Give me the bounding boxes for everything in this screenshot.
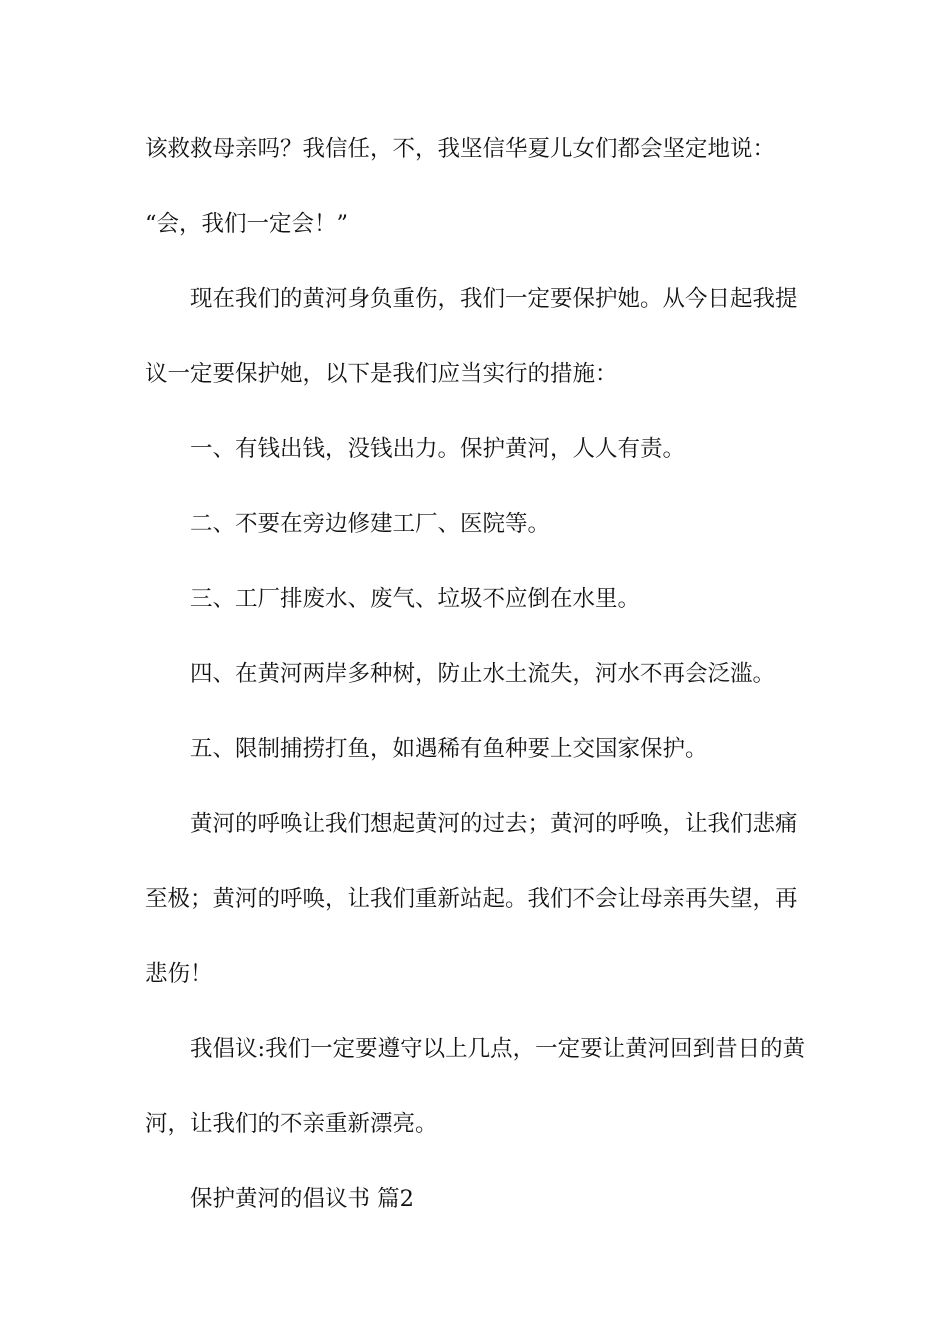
text-line: 河，让我们的不亲重新漂亮。	[145, 1111, 438, 1137]
text-line: 我倡议:我们一定要遵守以上几点，一定要让黄河回到昔日的黄	[190, 1036, 806, 1062]
text-line: 议一定要保护她，以下是我们应当实行的措施：	[145, 361, 618, 387]
text-line: “会，我们一定会！”	[145, 211, 349, 237]
list-item: 一、有钱出钱，没钱出力。保护黄河，人人有责。	[190, 436, 686, 462]
text-line: 该救救母亲吗？我信任，不，我坚信华夏儿女们都会坚定地说：	[145, 136, 776, 162]
text-line: 悲伤！	[145, 961, 213, 987]
section-heading: 保护黄河的倡议书 篇2	[190, 1186, 414, 1212]
list-item: 三、工厂排废水、废气、垃圾不应倒在水里。	[190, 586, 641, 612]
text-line: 黄河的呼唤让我们想起黄河的过去；黄河的呼唤，让我们悲痛	[190, 811, 798, 837]
list-item: 四、在黄河两岸多种树，防止水土流失，河水不再会泛滥。	[190, 661, 776, 687]
text-line: 至极；黄河的呼唤，让我们重新站起。我们不会让母亲再失望，再	[145, 886, 798, 912]
text-line: 现在我们的黄河身负重伤，我们一定要保护她。从今日起我提	[190, 286, 798, 312]
list-item: 五、限制捕捞打鱼，如遇稀有鱼种要上交国家保护。	[190, 736, 708, 762]
list-item: 二、不要在旁边修建工厂、医院等。	[190, 511, 551, 537]
